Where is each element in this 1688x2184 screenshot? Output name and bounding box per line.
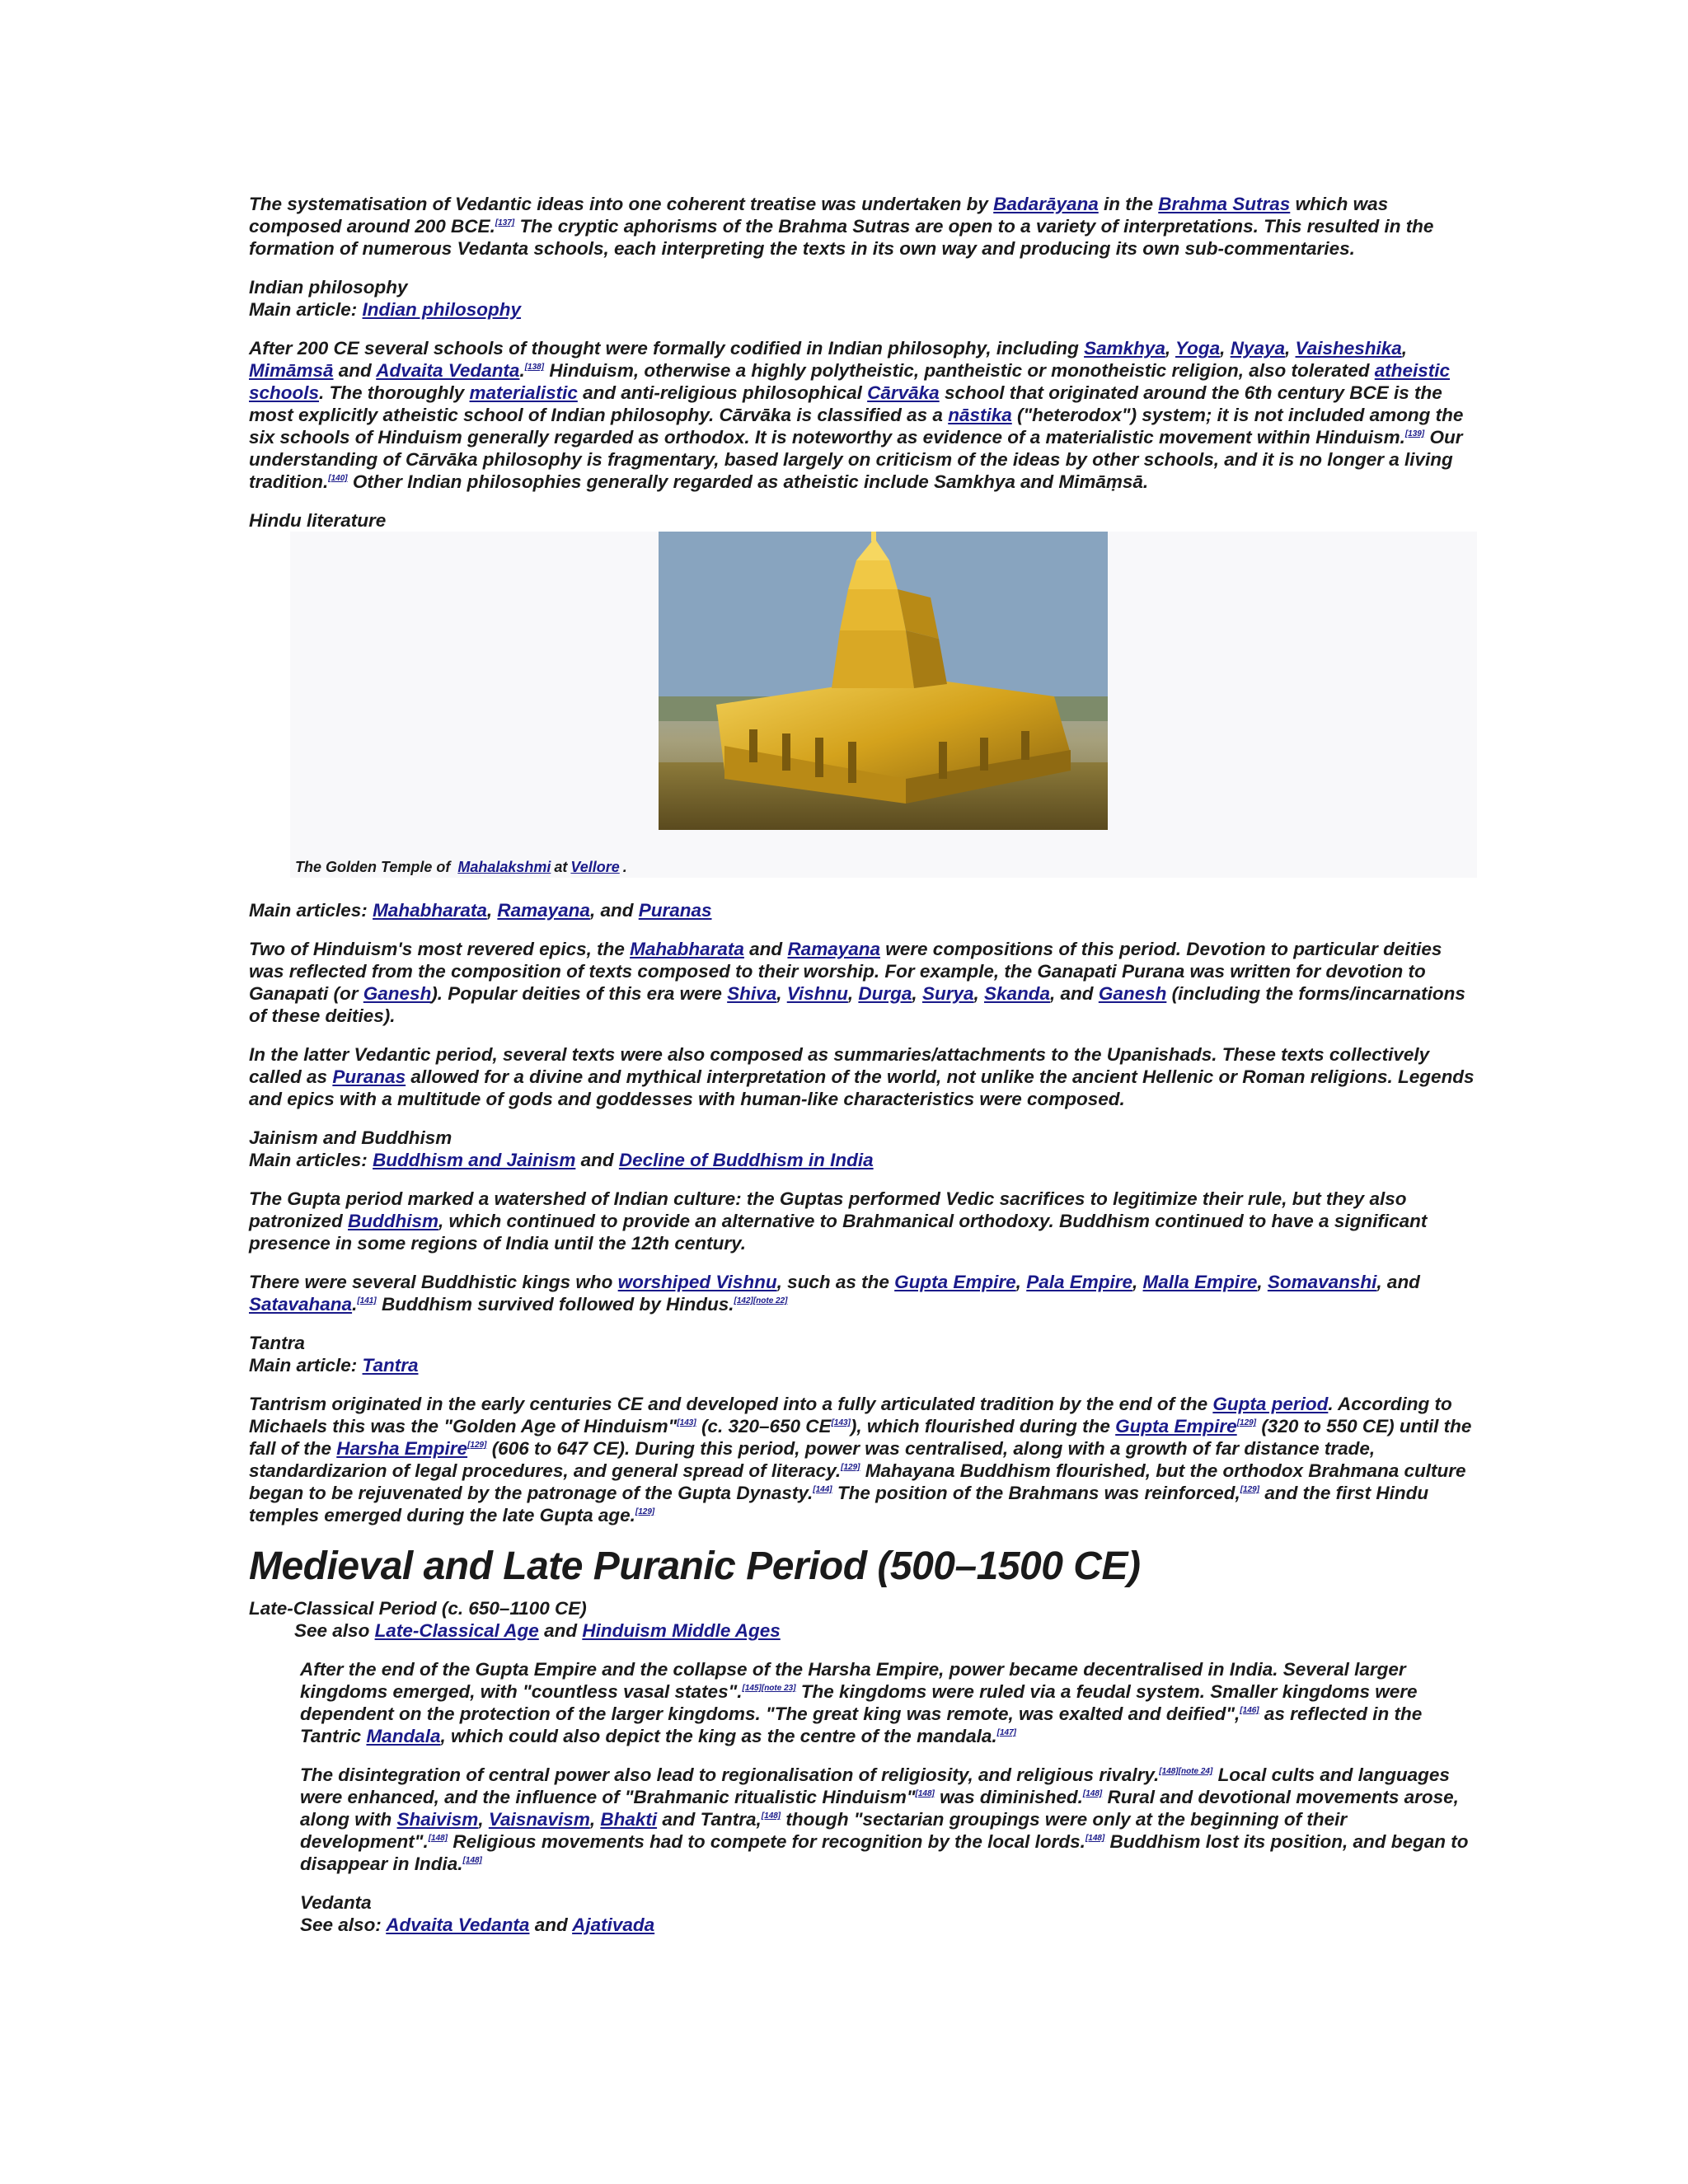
- paragraph-buddhistic-kings: There were several Buddhistic kings who worshiped Vishnu, such as the Gupta Empire, Pala Empire, Malla Empire, Somavanshi, and Satavahana.[141] Buddhism survived followed by Hindus.[142][note 22]: [249, 1272, 1420, 1315]
- citation[interactable]: [129]: [1236, 1418, 1257, 1427]
- link-materialistic[interactable]: materialistic: [469, 382, 578, 403]
- citation[interactable]: [148]: [428, 1834, 448, 1843]
- citation[interactable]: [143]: [831, 1418, 851, 1427]
- main-articles-line: Main articles: Buddhism and Jainism and Decline of Buddhism in India: [249, 1150, 874, 1170]
- link-ramayana[interactable]: Ramayana: [787, 939, 881, 959]
- link-gupta-empire[interactable]: Gupta Empire: [894, 1272, 1016, 1292]
- section-heading-indian-philosophy: Indian philosophy: [249, 277, 408, 298]
- link-durga[interactable]: Durga: [858, 983, 912, 1004]
- link-indian-philosophy[interactable]: Indian philosophy: [362, 299, 522, 320]
- indented-block: [300, 1658, 1477, 1936]
- link-worshiped-vishnu[interactable]: worshiped Vishnu: [617, 1272, 777, 1292]
- link-harsha-empire[interactable]: Harsha Empire: [336, 1438, 468, 1459]
- citation[interactable]: [129]: [635, 1507, 655, 1516]
- citation[interactable]: [144]: [813, 1485, 832, 1494]
- paragraph-gupta-buddhism: The Gupta period marked a watershed of Indian culture: the Guptas performed Vedic sacrifices to legitimize their rule, but they also patronized Buddhism, which continued to provide an alternative to Brahmanical orthodoxy. Buddhism continued to have a significant presence in some regions of India until the 12th century.: [249, 1188, 1428, 1254]
- main-articles-line: Main articles: Mahabharata, Ramayana, and Puranas: [249, 900, 712, 921]
- link-vellore[interactable]: Vellore: [570, 859, 620, 875]
- link-ramayana[interactable]: Ramayana: [497, 900, 590, 921]
- citation[interactable]: [146]: [1240, 1706, 1259, 1715]
- citation[interactable]: [148]: [1082, 1789, 1103, 1798]
- link-tantra[interactable]: Tantra: [362, 1355, 419, 1376]
- citation[interactable]: [148]: [1085, 1834, 1105, 1843]
- citation[interactable]: [138]: [524, 363, 545, 372]
- link-surya[interactable]: Surya: [921, 983, 974, 1004]
- section-title-medieval: Medieval and Late Puranic Period (500–1500 CE): [249, 1544, 1141, 1588]
- citation[interactable]: [129]: [467, 1441, 487, 1450]
- link-advaita-vedanta[interactable]: Advaita Vedanta: [386, 1915, 530, 1935]
- main-article-line: Main article: Indian philosophy: [249, 299, 522, 320]
- link-badarayana[interactable]: Badarāyana: [993, 194, 1099, 214]
- link-ganesh[interactable]: Ganesh: [1098, 983, 1167, 1004]
- main-article-line: Main article: Tantra: [249, 1355, 419, 1376]
- link-mimamsa[interactable]: Mimāmsā: [249, 360, 334, 381]
- link-vaisheshika[interactable]: Vaisheshika: [1295, 338, 1402, 359]
- subsection-heading-vedanta: Vedanta: [300, 1892, 372, 1913]
- citation[interactable]: [140]: [328, 474, 348, 483]
- link-samkhya[interactable]: Samkhya: [1084, 338, 1165, 359]
- link-advaita-vedanta[interactable]: Advaita Vedanta: [376, 360, 520, 381]
- link-satavahana[interactable]: Satavahana: [249, 1294, 353, 1315]
- subsection-heading-late-classical: Late-Classical Period (c. 650–1100 CE): [249, 1598, 587, 1619]
- section-heading-hindu-literature: Hindu literature: [249, 510, 387, 531]
- link-mandala[interactable]: Mandala: [366, 1726, 441, 1746]
- link-ganesh[interactable]: Ganesh: [363, 983, 432, 1004]
- paragraph-puranas: In the latter Vedantic period, several texts were also composed as summaries/attachments to the Upanishads. These texts collectively called as Puranas allowed for a divine and mythical interpretation of the world, not unlike the ancient Hellenic or Roman religions. Legends and epics with a multitude of gods and goddesses with human-like characteristics were composed.: [249, 1044, 1475, 1109]
- link-vaisnavism[interactable]: Vaisnavism: [488, 1809, 590, 1830]
- citation[interactable]: [137]: [495, 218, 515, 227]
- link-puranas[interactable]: Puranas: [332, 1066, 406, 1087]
- link-mahalakshmi[interactable]: Mahalakshmi: [457, 859, 551, 875]
- citation[interactable]: [145][note 23]: [742, 1684, 796, 1693]
- paragraph-schools: After 200 CE several schools of thought were formally codified in Indian philosophy, including Samkhya, Yoga, Nyaya, Vaisheshika, Mimāmsā and Advaita Vedanta.[138] Hinduism, otherwise a highly polytheistic, pantheistic or monotheistic religion, also tolerated atheistic schools. The thoroughly materialistic and anti-religious philosophical Cārvāka school that originated around the 6th century BCE is the most explicitly atheistic school of Indian philosophy. Cārvāka is classified as a nāstika ("heterodox") system; it is not included among the six schools of Hinduism generally regarded as orthodox. It is noteworthy as evidence of a materialistic movement within Hinduism.[139] Our understanding of Cārvāka philosophy is fragmentary, based largely on criticism of the ideas by other schools, and it is no longer a living tradition.[140] Other Indian philosophies generally regarded as atheistic include Samkhya and Mimāṃsā.: [249, 338, 1464, 492]
- citation[interactable]: [129]: [841, 1463, 860, 1472]
- link-pala-empire[interactable]: Pala Empire: [1026, 1272, 1133, 1292]
- paragraph-regionalisation: The disintegration of central power also lead to regionalisation of religiosity, and religious rivalry.[148][note 24] Local cults and languages were enhanced, and the influence of "Brahmanic ritualistic Hinduism"[148] was diminished.[148] Rural and devotional movements arose, along with Shaivism, Vaisnavism, Bhakti and Tantra,[148] though "sectarian groupings were only at the beginning of their development".[148] Religious movements had to compete for recognition by the local lords.[148] Buddhism lost its position, and began to disappear in India.[148]: [300, 1765, 1469, 1874]
- link-ajativada[interactable]: Ajativada: [572, 1915, 655, 1935]
- link-yoga[interactable]: Yoga: [1175, 338, 1221, 359]
- paragraph-brahma-sutras: The systematisation of Vedantic ideas into one coherent treatise was undertaken by Badarāyana in the Brahma Sutras which was composed around 200 BCE.[137] The cryptic aphorisms of the Brahma Sutras are open to a variety of interpretations. This resulted in the formation of numerous Vedanta schools, each interpreting the texts in its own way and producing its own sub-commentaries.: [249, 194, 1434, 259]
- link-gupta-empire[interactable]: Gupta Empire: [1115, 1416, 1237, 1436]
- citation[interactable]: [139]: [1404, 429, 1425, 438]
- paragraph-tantrism: Tantrism originated in the early centuries CE and developed into a fully articulated tradition by the end of the Gupta period. According to Michaels this was the "Golden Age of Hinduism"[143] (c. 320–650 CE[143]), which flourished during the Gupta Empire[129] (320 to 550 CE) until the fall of the Harsha Empire[129] (606 to 647 CE). During this period, power was centralised, along with a growth of far distance trade, standardizarion of legal procedures, and general spread of literacy.[129] Mahayana Buddhism flourished, but the orthodox Brahmana culture began to be rejuvenated by the patronage of the Gupta Dynasty.[144] The position of the Brahmans was reinforced,[129] and the first Hindu temples emerged during the late Gupta age.[129]: [249, 1394, 1472, 1526]
- see-also-line: See also Late-Classical Age and Hinduism Middle Ages: [294, 1620, 781, 1641]
- link-mahabharata[interactable]: Mahabharata: [373, 900, 487, 921]
- citation[interactable]: [141]: [357, 1296, 377, 1305]
- link-vishnu[interactable]: Vishnu: [786, 983, 848, 1004]
- link-atheistic-schools[interactable]: atheistic schools: [249, 360, 1451, 403]
- paragraph-decentralisation: After the end of the Gupta Empire and the collapse of the Harsha Empire, power became decentralised in India. Several larger kingdoms emerged, with "countless vasal states".[145][note 23] The kingdoms were ruled via a feudal system. Smaller kingdoms were dependent on the protection of the larger kingdoms. "The great king was remote, was exalted and deified",[146] as reflected in the Tantric Mandala, which could also depict the king as the centre of the mandala.[147]: [300, 1659, 1423, 1746]
- citation[interactable]: [148]: [462, 1856, 482, 1865]
- citation[interactable]: [148]: [915, 1789, 935, 1798]
- citation[interactable]: [147]: [996, 1728, 1016, 1737]
- link-skanda[interactable]: Skanda: [984, 983, 1051, 1004]
- citation[interactable]: [129]: [1240, 1485, 1260, 1494]
- link-decline-of-buddhism[interactable]: Decline of Buddhism in India: [618, 1150, 874, 1170]
- golden-temple-photo: [659, 532, 1108, 830]
- link-gupta-period[interactable]: Gupta period: [1212, 1394, 1329, 1414]
- link-carvaka[interactable]: Cārvāka: [867, 382, 940, 403]
- see-also-line: See also: Advaita Vedanta and Ajativada: [300, 1915, 655, 1935]
- link-hinduism-middle-ages[interactable]: Hinduism Middle Ages: [582, 1620, 781, 1641]
- link-puranas[interactable]: Puranas: [638, 900, 712, 921]
- link-bhakti[interactable]: Bhakti: [600, 1809, 658, 1830]
- citation[interactable]: [148]: [761, 1811, 781, 1821]
- section-heading-tantra: Tantra: [249, 1333, 305, 1353]
- figure-golden-temple: [290, 532, 1477, 878]
- link-mahabharata[interactable]: Mahabharata: [630, 939, 744, 959]
- link-buddhism[interactable]: Buddhism: [348, 1211, 439, 1231]
- citation[interactable]: [142][note 22]: [734, 1296, 788, 1305]
- link-nastika[interactable]: nāstika: [948, 405, 1012, 425]
- temple-illustration: [659, 532, 1108, 830]
- link-somavanshi[interactable]: Somavanshi: [1267, 1272, 1377, 1292]
- link-late-classical-age[interactable]: Late-Classical Age: [374, 1620, 539, 1641]
- link-shiva[interactable]: Shiva: [727, 983, 777, 1004]
- document-page: [249, 193, 1477, 1952]
- citation[interactable]: [143]: [677, 1418, 696, 1427]
- link-buddhism-and-jainism[interactable]: Buddhism and Jainism: [373, 1150, 576, 1170]
- link-shaivism[interactable]: Shaivism: [396, 1809, 479, 1830]
- section-heading-jainism-buddhism: Jainism and Buddhism: [249, 1127, 452, 1148]
- paragraph-epics: Two of Hinduism's most revered epics, the Mahabharata and Ramayana were compositions of this period. Devotion to particular deities was reflected from the composition of texts composed to their worship. For example, the Ganapati Purana was written for devotion to Ganapati (or Ganesh). Popular deities of this era were Shiva, Vishnu, Durga, Surya, Skanda, and Ganesh (including the forms/incarnations of these deities).: [249, 939, 1465, 1026]
- link-brahma-sutras[interactable]: Brahma Sutras: [1158, 194, 1291, 214]
- link-malla-empire[interactable]: Malla Empire: [1142, 1272, 1258, 1292]
- citation[interactable]: [148][note 24]: [1159, 1767, 1213, 1776]
- figure-caption: The Golden Temple of Mahalakshmi at Vellore .: [295, 859, 627, 875]
- link-nyaya[interactable]: Nyaya: [1230, 338, 1285, 359]
